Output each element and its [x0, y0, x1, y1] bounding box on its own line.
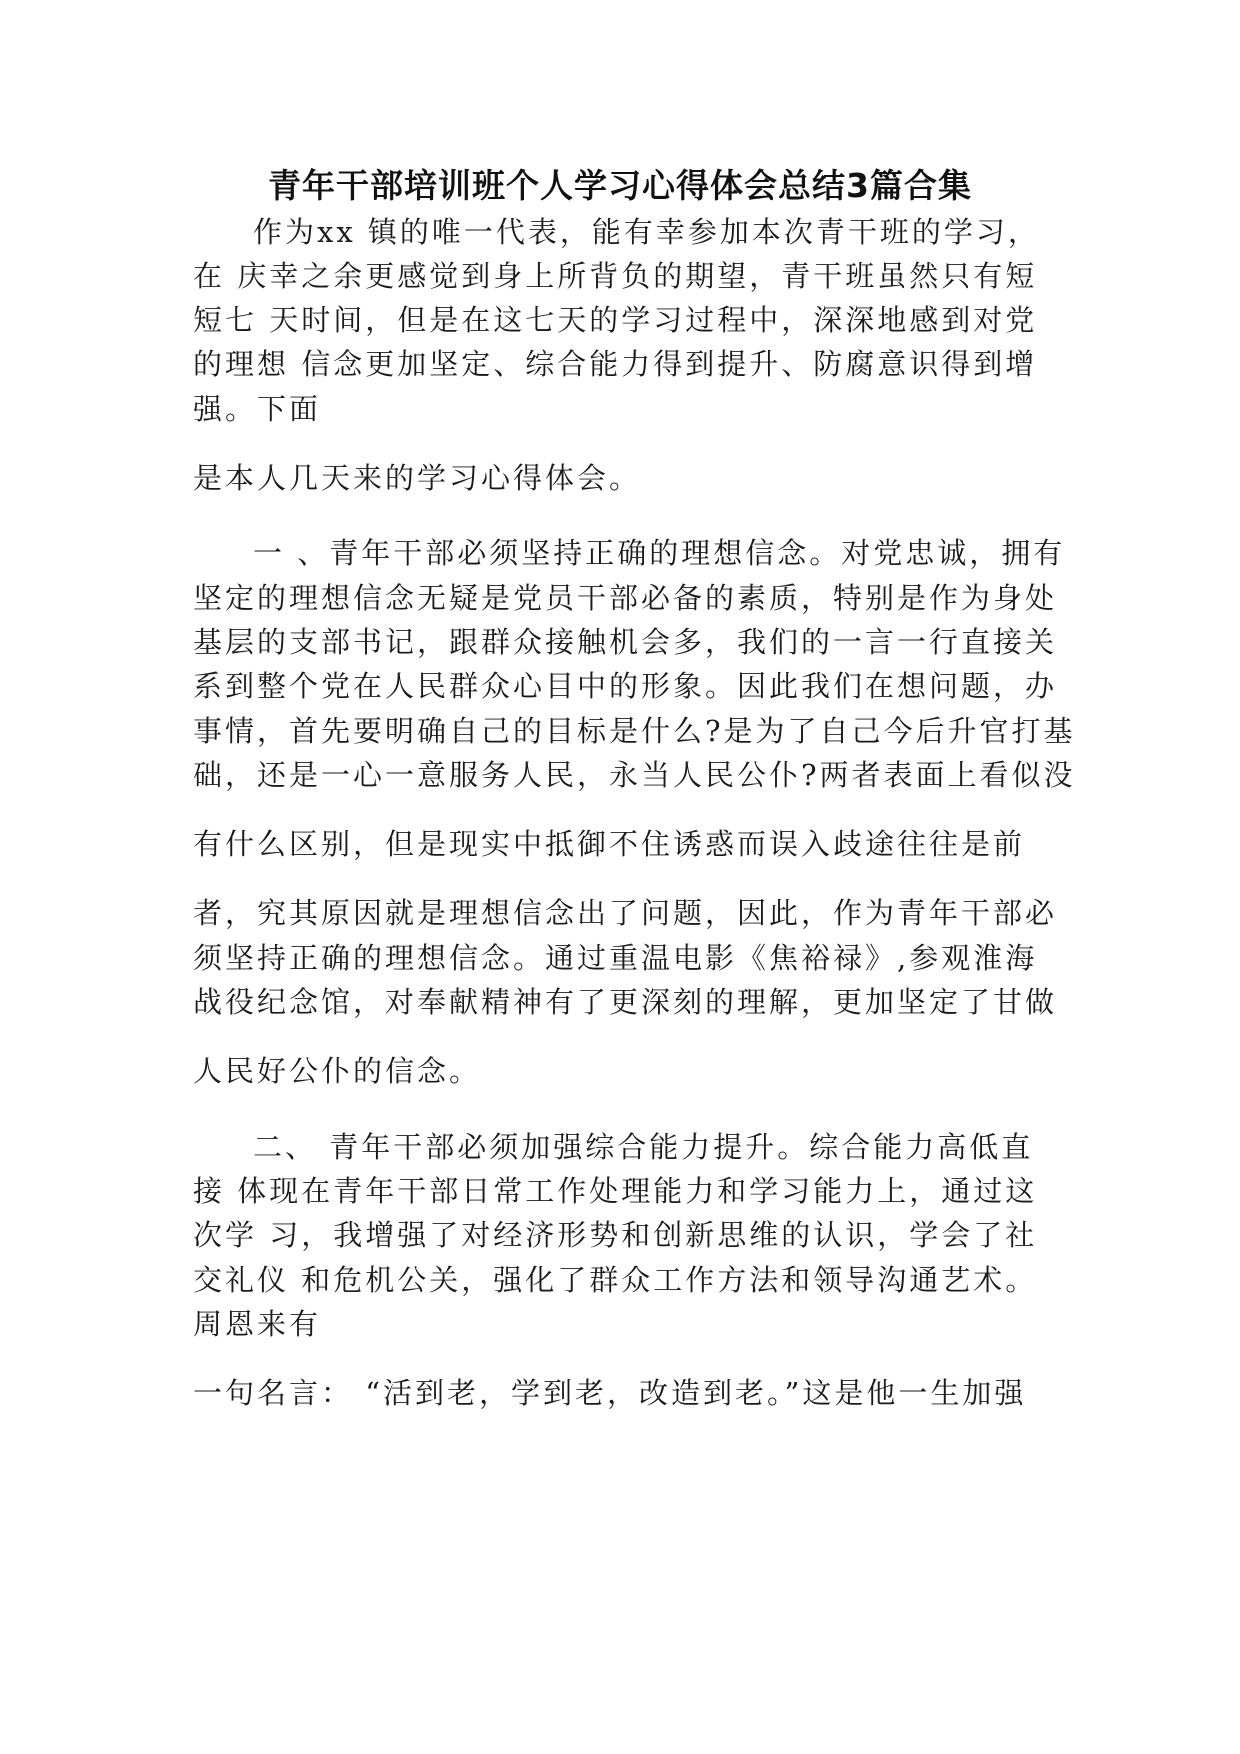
body-line: 接 体现在青年干部日常工作处理能力和学习能力上，通过这	[193, 1174, 1038, 1208]
body-line: 短七 天时间，但是在这七天的学习过程中，深深地感到对党	[193, 303, 1038, 337]
body-line: 是本人几天来的学习心得体会。	[193, 461, 642, 495]
body-line: 次学 习，我增强了对经济形势和创新思维的认识，学会了社	[193, 1218, 1038, 1252]
body-line: 周恩来有	[193, 1307, 322, 1341]
body-line: 作为xx 镇的唯一代表，能有幸参加本次青干班的学习，	[253, 215, 1040, 249]
body-line: 战役纪念馆，对奉献精神有了更深刻的理解，更加坚定了甘做	[193, 985, 1058, 1019]
body-line: 须坚持正确的理想信念。通过重温电影《焦裕禄》,参观淮海	[193, 941, 1038, 975]
body-line: 在 庆幸之余更感觉到身上所背负的期望，青干班虽然只有短	[193, 259, 1038, 293]
body-line: 基层的支部书记，跟群众接触机会多，我们的一言一行直接关	[193, 625, 1058, 659]
body-line: 础，还是一心一意服务人民，永当人民公仆?两者表面上看似没	[193, 758, 1076, 792]
body-line: 人民好公仆的信念。	[193, 1054, 482, 1088]
body-line: 交礼仪 和危机公关，强化了群众工作方法和领导沟通艺术。	[193, 1263, 1038, 1297]
body-line: 系到整个党在人民群众心目中的形象。因此我们在想问题，办	[193, 669, 1058, 703]
document-title: 青年干部培训班个人学习心得体会总结3篇合集	[268, 166, 972, 205]
body-line: 事情，首先要明确自己的目标是什么?是为了自己今后升官打基	[193, 714, 1076, 748]
body-line: 的理想 信念更加坚定、综合能力得到提升、防腐意识得到增	[193, 347, 1038, 381]
body-line: 一 、青年干部必须坚持正确的理想信念。对党忠诚，拥有	[253, 536, 1066, 570]
body-line: 坚定的理想信念无疑是党员干部必备的素质，特别是作为身处	[193, 581, 1058, 615]
body-line: 者，究其原因就是理想信念出了问题，因此，作为青年干部必	[193, 896, 1058, 930]
body-line: 二、 青年干部必须加强综合能力提升。综合能力高低直	[253, 1130, 1034, 1164]
body-line: 一句名言： “活到老，学到老，改造到老。”这是他一生加强	[193, 1376, 1027, 1410]
body-line: 有什么区别，但是现实中抵御不住诱惑而误入歧途往往是前	[193, 827, 1026, 861]
body-line: 强。下面	[193, 392, 322, 426]
